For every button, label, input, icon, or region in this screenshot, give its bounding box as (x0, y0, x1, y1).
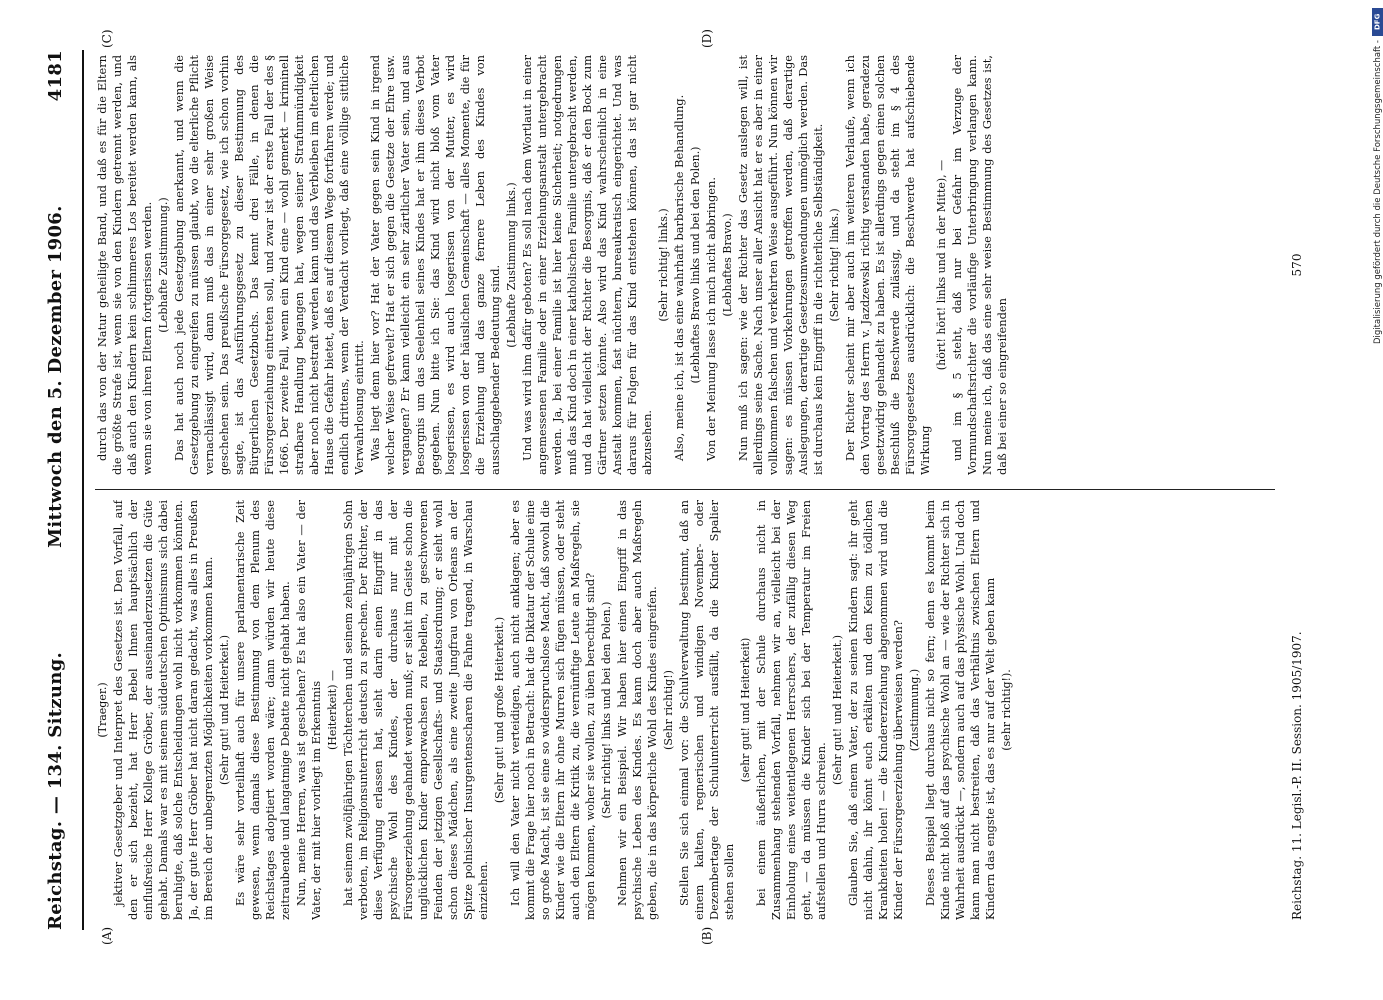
paragraph: Der Richter scheint mir aber auch im weiteren Verlaufe, wenn ich den Vortrag des Herrn v. Jazdzewski richtig verstanden habe, geradezu gesetzwidrig gehandelt zu haben. Es ist allerdings gegen einen solchen Beschluß die Beschwerde zulässig, und da steht im § 4 des Fürsorgegesetzes ausdrücklich: die Beschwerde hat aufschiebende Wirkung (843, 55, 932, 475)
page-footer (1290, 500, 1304, 920)
sheet-number: 570 (1290, 253, 1304, 277)
page-number: 4181 (45, 50, 66, 102)
paragraph: hat seinem zwölfjährigen Töchterchen und seinem zehnjährigen Sohn verboten, im Religionsunterricht deutsch zu sprechen. Der Richter, der diese Verfügung erlassen hat, sieht darin einen Eingriff in das psychische Wohl des Kindes, der durchaus nur mit der Fürsorgeerziehung geahndet werden muß; er sieht im Geiste schon die unglücklichen Kinder emporwachsen zu Rebellen, zu geschworenen Feinden der jetzigen Gesellschafts- und Staatsordnung; er sieht wohl schon dieses Mädchen, als eine zweite Jungfrau von Orleans an der Spitze polnischer Insurgentenscharen die Fahne tragend, in Warschau einziehen. (341, 500, 490, 920)
interjection: (sehr richtig!). (1000, 669, 1013, 751)
paragraph: Nun, meine Herren, was ist geschehen? Es hat also ein Vater — der Vater, der mit hier vorliegt im Erkenntnis (294, 500, 323, 920)
interjection: (Lebhaftes Bravo links und bei den Polen.) (689, 146, 702, 384)
paragraph: Und was wird ihm dafür geboten? Es soll nach dem Wortlaut in einer angemessenen Familie oder in einer Erziehungsanstalt untergebracht werden. Ja, bei einer Familie ist hier keine Sicherheit; notgedrungen muß das Kind doch in einer katholischen Familie untergebracht werden, und da hat vielleicht der Richter die Besorgnis, daß er den Bock zum Gärtner setzen könnte. Also wird das Kind wahrscheinlich in eine Anstalt kommen, fast nüchtern, bureaukratisch eingerichtet. Und was daraus für Folgen für das Kind entstehen können, das ist gar nicht abzusehen. (520, 55, 654, 475)
paragraph: Es wäre sehr vorteilhaft auch für unsere parlamentarische Zeit gewesen, wenn damals diese Bestimmung von dem Plenum des Reichstages adoptiert worden wäre; dann würden wir heute diese zeitraubende und langatmige Debatte nicht gehabt haben. (233, 500, 292, 920)
interjection: (Sehr gut! und große Heiterkeit.) (493, 616, 506, 804)
interjection: (Sehr richtig! links.) (657, 208, 670, 322)
left-column (95, 500, 1275, 920)
paragraph: Glauben Sie, daß einem Vater, der zu seinen Kindern sagt: ihr geht nicht dahin, ihr könnt euch erkälten und den Keim zu tödlichen Krankheiten holen! — die Kindererziehung abgenommen wird und die Kinder der Fürsorgeerziehung überweisen werden? (846, 500, 905, 920)
interjection: (Zustimmung.) (908, 668, 921, 752)
paragraph: Ich will den Vater nicht verteidigen, auch nicht anklagen; aber es kommt die Frage hier noch in Betracht: hat die Diktatur der Schule eine so große Macht, ist sie eine so widerspruchslose Macht, daß sowohl die Kinder wie die Eltern ihr ohne Murren sich fügen müssen, oder steht auch den Eltern die Kritik zu, die vernünftige Leute an Maßregeln, sie mögen kommen, woher sie wollen, zu üben berechtigt sind? (508, 500, 597, 920)
footer-session: Reichstag. 11. Legisl.-P. II. Session. 1905/1907. (1290, 631, 1304, 920)
header-date: Mittwoch den 5. Dezember 1906. (45, 205, 66, 548)
paragraph: Was liegt denn hier vor? Hat der Vater gegen sein Kind in irgend welcher Weise gefrevelt? Hat er sich gegen die Gesetze der Ehre usw. vergangen? Er kann vielleicht ein sehr zärtlicher Vater sein, und aus Besorgnis um das Seelenheil seines Kindes hat er ihm dieses Verbot gegeben. Nun bitte ich Sie: das Kind wird nicht bloß vom Vater losgerissen, es wird auch losgerissen von der Mutter, es wird losgerissen von der häuslichen Gemeinschaft — alles Momente, die für die Erziehung und das ganze fernere Leben des Kindes von ausschlaggebender Bedeutung sind. (368, 55, 502, 475)
interjection: (Lebhafte Zustimmung.) (157, 197, 170, 333)
interjection: (Heiterkeit) — (326, 670, 339, 751)
column-divider (95, 489, 1275, 490)
right-column (95, 55, 1275, 475)
paragraph: jektiver Gesetzgeber und Interpret des Gesetzes ist. Den Vorfall, auf den er sich bezieht, hat Herr Bebel Ihnen hauptsächlich der einflußreiche Herr Kollege Gröber, der auseinanderzusetzen die Güte gehabt. Damals war es mit seinem süddeutschen Optimismus sich dabei beruhigte, daß solche Entscheidungen wohl nicht vorkommen könnten. Ja, der gute Herr Gröber hat nicht daran gedacht, was alles in Preußen im Bereich der unbegrenzten Möglichkeiten vorkommen kann. (111, 500, 215, 920)
paragraph: Stellen Sie sich einmal vor: die Schulverwaltung bestimmt, daß an einem kalten, regnerischen und windigen November- oder Dezembertage der Schulunterricht ausfällt, da die Kinder Spalier stehen sollen (677, 500, 736, 920)
interjection: (Lebhafte Zustimmung links.) (505, 182, 518, 348)
interjection: (Sehr richtig! links und bei den Polen.) (600, 601, 613, 819)
paragraph: Nun muß ich sagen: wie der Richter das Gesetz auslegen will, ist allerdings seine Sache. Nach unser aller Ansicht hat er es aber in einer vollkommen falschen und verkehrten Weise ausgeführt. Nun können wir sagen: es müssen Vorkehrungen getroffen werden, daß derartige Auslegungen, derartige Gesetzesumwendungen unmöglich werden. Das ist durchaus kein Eingriff in die richterliche Selbständigkeit. (736, 55, 825, 475)
paragraph: Dieses Beispiel liegt durchaus nicht so fern; denn es kommt beim Kinde nicht bloß auf das psychische Wohl an — wie der Richter sich in Wahrheit ausdrückt —, sondern auch auf das physische Wohl. Und doch kann man nicht bestreiten, daß das Verhältnis zwischen Eltern und Kindern das engste ist, das es nur auf der Welt geben kann (923, 500, 997, 920)
margin-marker-d: (D) (700, 29, 714, 48)
paragraph: durch das von der Natur geheiligte Band, und daß es für die Eltern die größte Strafe ist, wenn sie von den Kindern getrennt werden, und daß auch den Kindern kein schlimmeres Los bereitet werden kann, als wenn sie von ihren Eltern fortgerissen werden. (95, 55, 154, 475)
paragraph: und im § 5 steht, daß nur bei Gefahr im Verzuge der Vormundschaftsrichter die vorläufige Unterbringung verlangen kann. Nun meine ich, daß das eine sehr weise Bestimmung des Gesetzes ist, daß bei einer so eingreifenden (950, 55, 1009, 475)
interjection: (Sehr richtig!) (662, 670, 675, 750)
paragraph: bei einem äußerlichen, mit der Schule durchaus nicht in Zusammenhang stehenden Vorfall, nehmen wir an, vielleicht bei der Einholung eines weitentlegenen Herrschers, der zufällig diesen Weg geht, — da müssen die Kinder sich bei der Temperatur im Freien aufstellen und Hurra schreien. (754, 500, 828, 920)
interjection: (Sehr gut! und Heiterkeit.) (831, 634, 844, 786)
page-header (45, 50, 75, 930)
margin-marker-c: (C) (100, 29, 114, 48)
interjection: (Lebhaftes Bravo.) (721, 213, 734, 317)
dfg-logo: DFG (1372, 8, 1383, 36)
digitization-sidebar (1372, 8, 1383, 992)
interjection: (Traeger.) (96, 682, 109, 738)
paragraph: Das hat auch noch jede Gesetzgebung anerkannt, und wenn die Gesetzgebung zu eingreifen zu müssen glaubt, wo die elterliche Pflicht vernachlässigt wird, dann muß das in einer sehr großen Weise geschehen sein. Das preußische Fürsorgegesetz, wie ich schon vorhin sagte, ist das Ausführungsgesetz zu dieser Bestimmung des Bürgerlichen Gesetzbuchs. Das kennt drei Fälle, in denen die Fürsorgeerziehung eintreten soll, und zwar ist der erste Fall der des § 1666. Der zweite Fall, wenn ein Kind eine — wohl gemerkt — kriminell strafbare Handlung begangen hat, wegen seiner Strafunmündigkeit aber noch nicht bestraft werden kann und das Verbleiben im elterlichen Hause die Gefahr bietet, daß es auf diesem Wege fortfahren werde; und endlich drittens, wenn der Verdacht vorliegt, daß eine völlige sittliche Verwahrlosung eintritt. (172, 55, 366, 475)
interjection: (Sehr gut! und Heiterkeit.) (218, 634, 231, 786)
interjection: (sehr gut! und Heiterkeit) (739, 637, 752, 783)
margin-marker-a: (A) (100, 926, 114, 945)
margin-marker-b: (B) (700, 926, 714, 945)
interjection: (hört! hört! links und in der Mitte), — (935, 159, 948, 371)
paragraph: Von der Meinung lasse ich mich nicht abbringen. (704, 177, 718, 461)
header-left: Reichstag. — 134. Sitzung. (45, 651, 66, 930)
paragraph: Nehmen wir ein Beispiel. Wir haben hier einen Eingriff in das psychische Leben des Kindes. Es kann doch aber auch Maßregeln geben, die in das körperliche Wohl des Kindes eingreifen. (615, 500, 659, 920)
paragraph: Also, meine ich, ist das eine wahrhaft barbarische Behandlung. (672, 94, 686, 461)
interjection: (Sehr richtig! links.) (828, 208, 841, 322)
digitization-credit: Digitalisierung gefördert durch die Deutsche Forschungsgemeinschaft - (1372, 40, 1383, 344)
header-rule (82, 50, 84, 930)
